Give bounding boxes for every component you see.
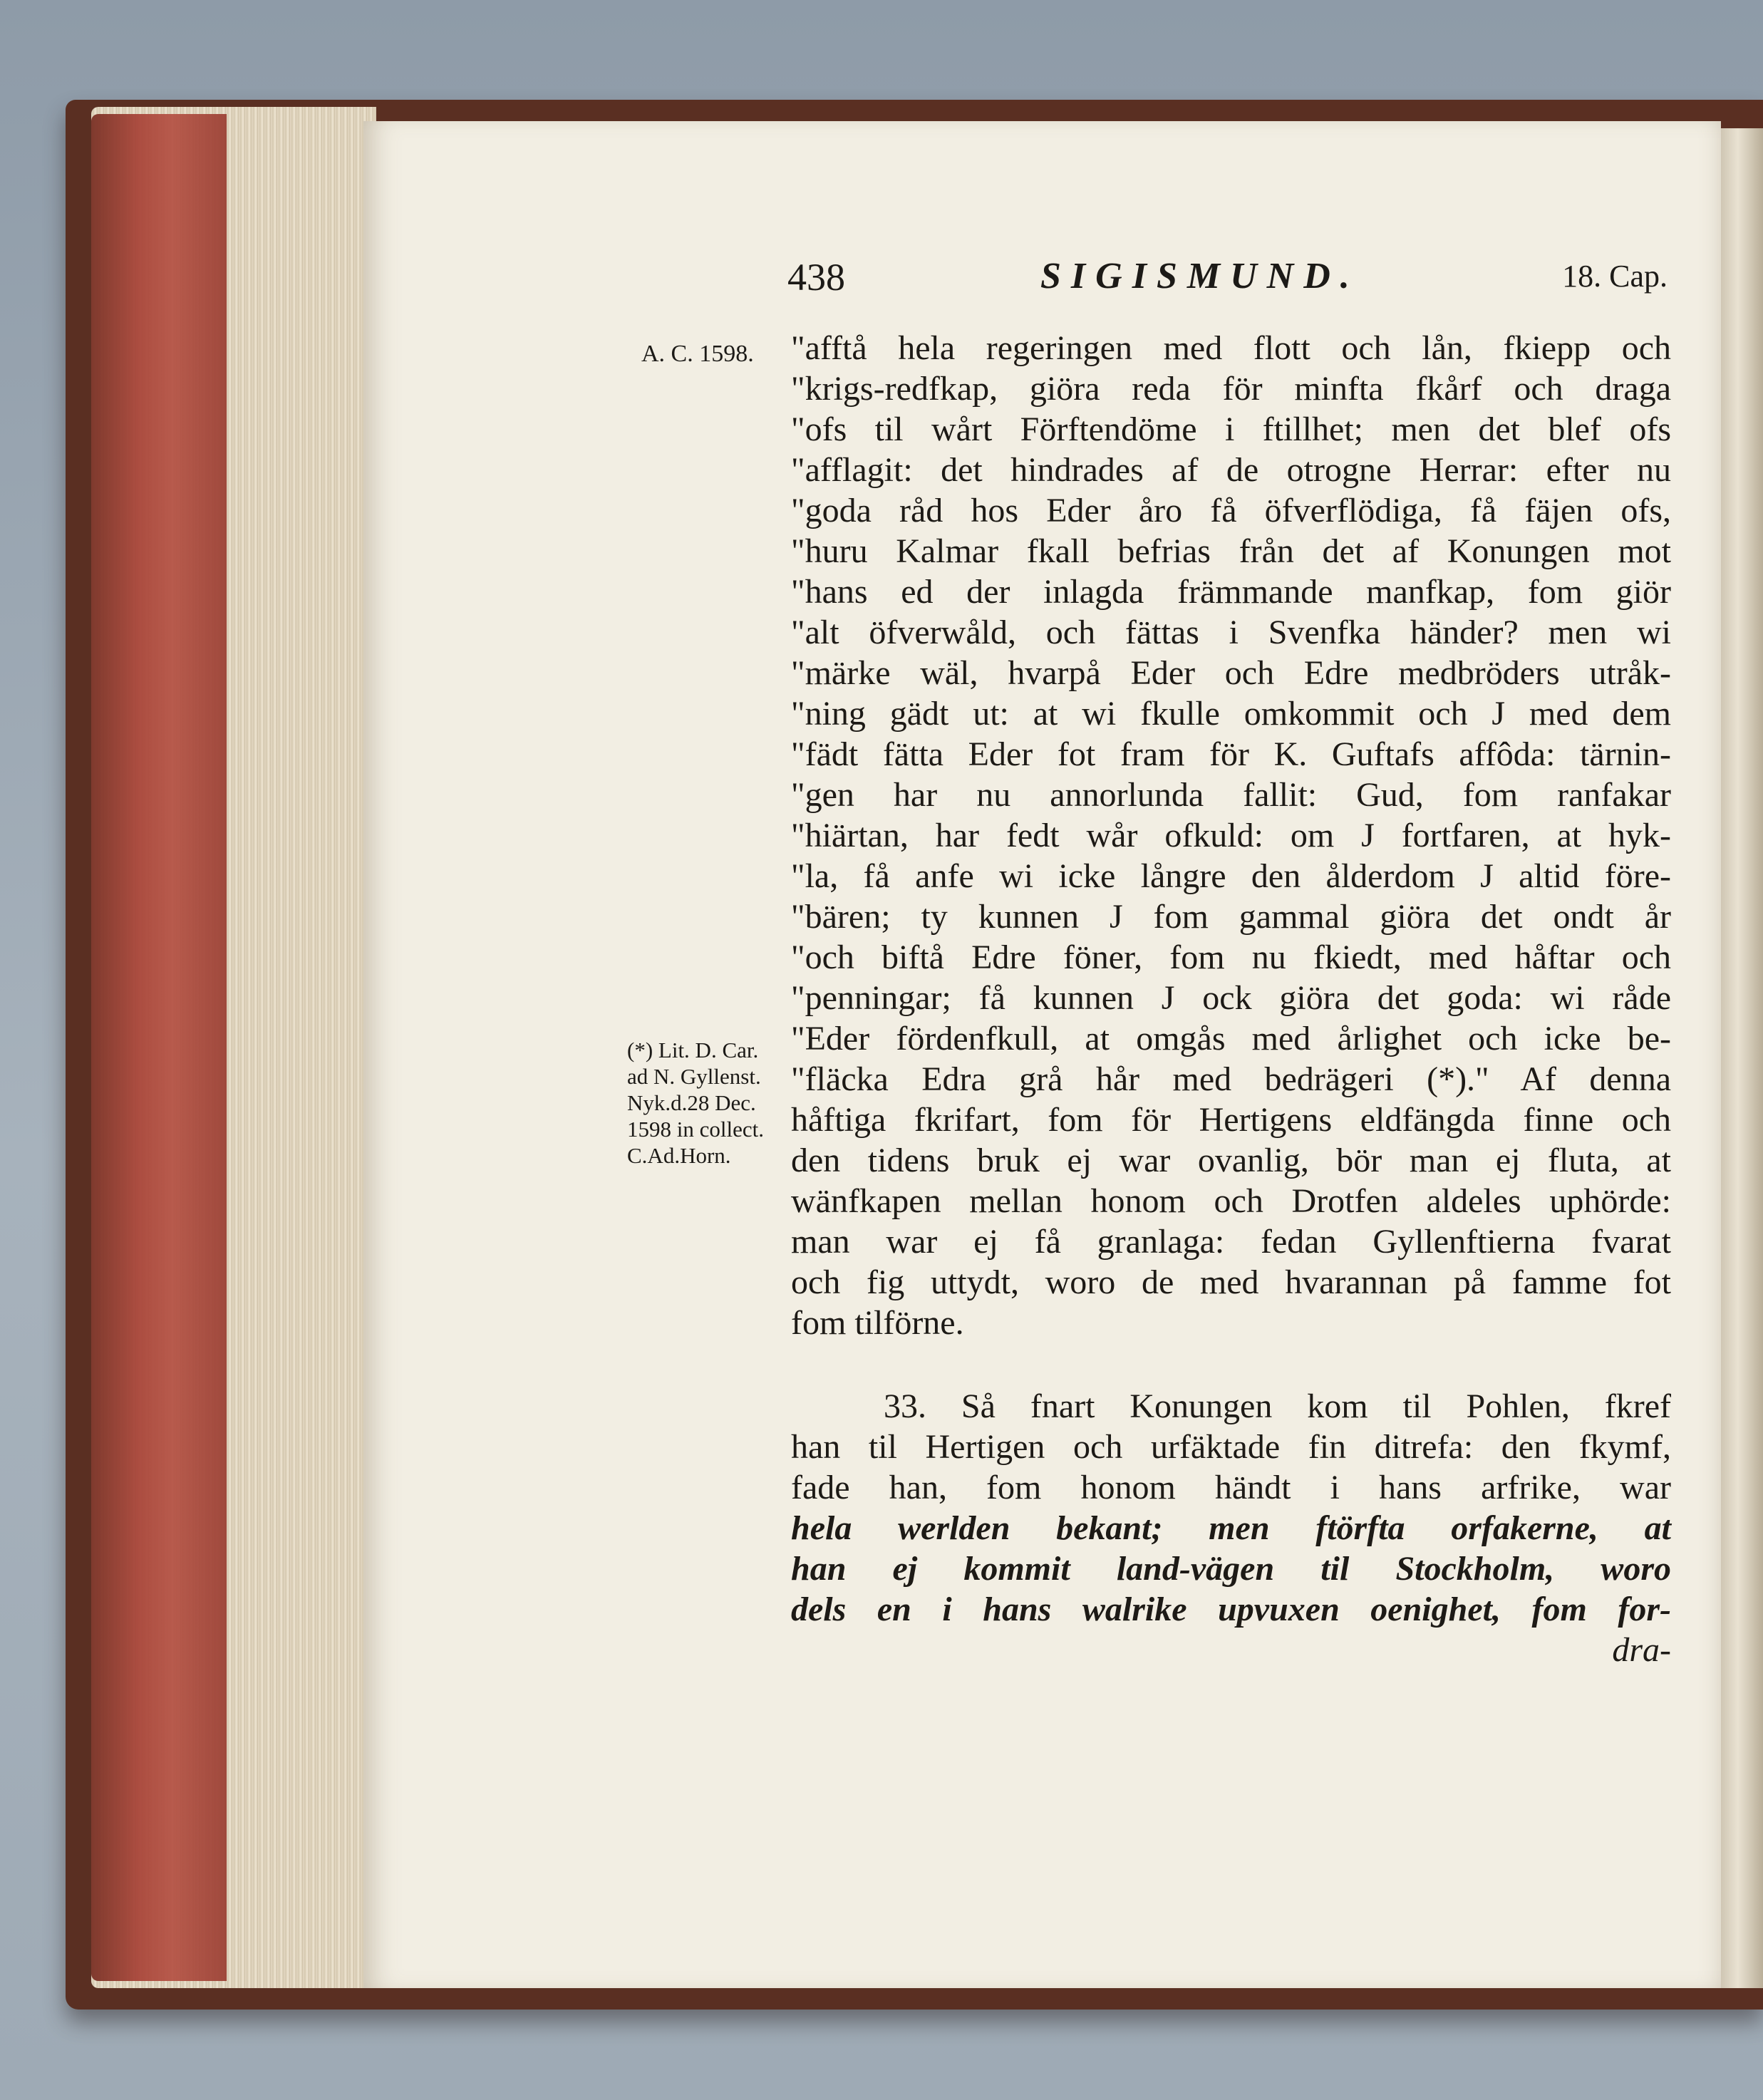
text-line: han til Hertigen och urfäktade fin ditrefa: den fkymf, [791,1428,1671,1466]
text-line: "fläcka Edra grå hår med bedrägeri (*)." Af denna [791,1060,1671,1098]
margin-note-line: C.Ad.Horn. [627,1143,731,1168]
text-line: "bären; ty kunnen J fom gammal giöra det ondt år [791,898,1671,936]
text-line: "fädt fätta Eder fot fram för K. Guftafs affôda: tärnin- [791,735,1671,773]
text-line-italic: dels en i hans walrike upvuxen oenighet, fom for- [791,1590,1671,1628]
text-line: wänfkapen mellan honom och Drotfen aldeles uphörde: [791,1182,1671,1220]
text-line: "gen har nu annorlunda fallit: Gud, fom ranfakar [791,776,1671,814]
text-line: den tidens bruk ej war ovanlig, bör man ej fluta, at [791,1142,1671,1179]
text-line: "afflagit: det hindrades af de otrogne Herrar: efter nu [791,451,1671,489]
page-number: 438 [787,256,845,299]
text-line: fade han, fom honom händt i hans arfrike, war [791,1469,1671,1506]
text-line: "ning gädt ut: at wi fkulle omkommit och J med dem [791,695,1671,733]
text-line: och fig uttydt, woro de med hvarannan på famme fot [791,1263,1671,1301]
margin-date: A. C. 1598. [641,341,754,367]
chapter-label: 18. Cap. [1562,259,1668,294]
text-line: håftiga fkrifart, fom för Hertigens eldfängda finne och [791,1101,1671,1139]
text-line: 33. Så fnart Konungen kom til Pohlen, fkref [884,1387,1671,1425]
text-line: "ofs til wårt Förftendöme i ftillhet; men det blef ofs [791,410,1671,448]
text-line: "och biftå Edre föner, fom nu fkiedt, med håftar och [791,938,1671,976]
margin-note-line: 1598 in collect. [627,1117,764,1142]
text-line: "alt öfverwåld, och fättas i Svenfka händer? men wi [791,614,1671,651]
text-line: "hiärtan, har fedt wår ofkuld: om J fortfaren, at hyk- [791,817,1671,854]
text-line: man war ej få granlaga: fedan Gyllenftierna fvarat [791,1223,1671,1261]
margin-footnote [627,1037,791,1169]
text-line-italic: han ej kommit land-vägen til Stockholm, woro [791,1550,1671,1588]
catchword: dra- [1612,1631,1671,1669]
margin-note-line: (*) Lit. D. Car. [627,1038,759,1062]
running-title: SIGISMUND. [1040,256,1360,296]
red-page-edge [91,114,227,1981]
text-line: "hans ed der inlagda främmande manfkap, fom giör [791,573,1671,611]
text-line: "afftå hela regeringen med flott och lån, fkiepp och [791,329,1671,367]
text-line: "goda råd hos Eder åro få öfverflödiga, få fäjen ofs, [791,492,1671,529]
text-line: "krigs-redfkap, giöra reda för minfta fkårf och draga [791,370,1671,408]
facing-page-edge [1721,128,1763,1988]
text-line: "la, få anfe wi icke långre den ålderdom J altid före- [791,857,1671,895]
text-line-italic: hela werlden bekant; men ftörfta orfakerne, at [791,1509,1671,1547]
text-line: "märke wäl, hvarpå Eder och Edre medbröders utråk- [791,654,1671,692]
margin-note-line: Nyk.d.28 Dec. [627,1090,756,1115]
text-line: "penningar; få kunnen J ock giöra det goda: wi råde [791,979,1671,1017]
text-line: "Eder fördenfkull, at omgås med årlighet och icke be- [791,1020,1671,1057]
margin-note-line: ad N. Gyllenst. [627,1064,761,1089]
page-header [787,255,1668,298]
text-line: fom tilförne. [791,1304,964,1342]
body-text [791,328,1671,1670]
text-line: "huru Kalmar fkall befrias från det af Konungen mot [791,532,1671,570]
paragraph-gap [791,1343,1671,1386]
